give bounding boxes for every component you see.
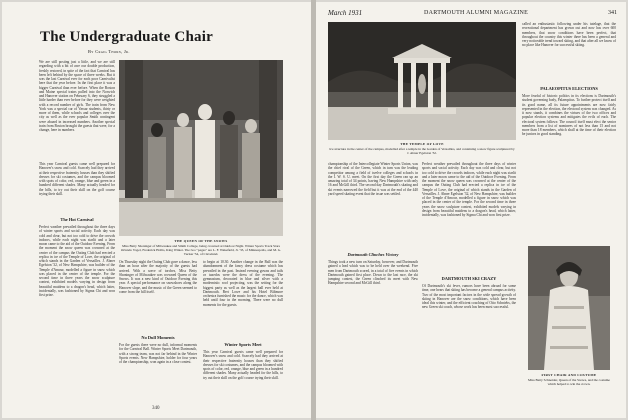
temple-caption-text: Ice structure in the center of the campus, modelled after a temple in the Garden of Versailles, and containing a snow figure sculptured by J. Abner Egelston '32. [329,147,515,155]
article-title: The Undergraduate Chair [40,29,213,45]
heading-no-dull-moments: No Dull Moments [141,335,175,340]
left-col2-text-b: For the guests there were no dull, informal moments for the Carnival Ball. Winter Sports Meet Dartmouth, with a strong team, was not far behind in the Winter Sports events. New Hampshire, holder for four years of the championship, won again in a close contest. [119,343,197,364]
portrait-caption [524,373,614,386]
left-col1-text-c: Perfect weather prevailed throughout the three days of winter sports and social activity. Each day was cold and clear, but not too cold to drive the crowds indoors, while each night was starlit and a later moon came to the aid of the Outdoor Evening. From the moment the snow queen was crowned at the center of the campus the Outing Club had erected a replica in ice of the Temple of Love, the original of which stands in the Garden of Versailles. J. Abner Egelston '32, of New Hampshire, was builder of the Temple d'Amour, modelled a figure in snow which was placed in the center of the temple. For the second time in three years the snow sculpture contest, exhibited models varying in design from beautiful maidens to a dragon's head, which latter, incidentally, was fashioned by Sigma Chi and won first prize. [39,225,115,297]
left-col1-text-b: This year Carnival guests came well prepared for Hanover's snow and cold. Scarcely had they arrived at their respective fraternity houses than they shifted dresses for ski costumes, and the campus bloomed with spots of color, red, orange, blue and green in a hundred different shades. Many actually headed for the hills, to try out their skill on the golf course trying their skill. [39,162,115,196]
heading-palaeopitus: PALAEOPITUS ELECTIONS [540,86,598,91]
left-page-number: 340 [152,406,160,411]
article-byline: By Craig Thorn, Jr. [88,49,130,54]
header-title: DARTMOUTH ALUMNI MAGAZINE [424,10,529,16]
queen-caption-text: Miss Betty Shoninger of Milwaukee and Smith College, being crowned at Outdoor Night. Winter Sports Track Stars Orlando Vogel, Frederick Hollis, King Winter. The two "pages" are L. F. Wakefield, Jr. '33, of Minneapolis, and M. G. Tucker '34, of Cleveland. [120,244,282,256]
right-col3-text-b: More fearful of historic politics in its elections is Dartmouth's student governing body, Palaeopitus. To further protect itself and its good name, all its future appointments are now fairly represented in the election, the electoral system was changed. As it now stands, it combines the virtues of the two offices and popular election systems and mitigates the evils of each. The electoral system follows: The council itself must elect the senior members from a list of nominees of not less than 15 and not more than 18 members, which shall at the time of their election be juniors in good standing. [522,94,616,137]
heading-dartmouth-clinches: Dartmouth Clinches Victory [347,252,399,257]
left-col3-text-b: This year Carnival guests came well prepared for Hanover's snow and cold. Scarcely had they arrived at their respective fraternity houses than they shifted dresses for ski costumes, and the campus bloomed with spots of color, red, orange, blue and green in a hundred different shades. Many actually headed for the hills, to try out their skill on the golf course trying their skill. [203,350,283,380]
right-page [316,2,626,418]
right-col3-text: called an enthusiastic following under his tutelage, that the recreational department has grown out and now has over 600 members, that snow conditions have been perfect, that throughout the country this winter there has been a general and very noticeable trend toward skiing, and that after all we know of no place like Hanover for successful skiing. [522,22,616,48]
portrait-caption-title: FIRST CHAIR AND COSTUME [541,373,597,377]
left-col1-text: We are still posting just a little, and we are still regarding with a bit of awe our double production, freshly restored, in spite of the fact that Carnival has been left behind by the space of three weeks. But it was the last Carnival ever for each poor Carnivalist here that the year before. In the first place it was a bigger Carnival than ever before. When the Boston and Maine special trains pulled into the Norwich and Hanover station on February 6, they struggled a little harder than ever before for they were weighted with a record number of girls. The train from New York was a special car of Vassar students, thirty or more of them, while schools and colleges over the city as well as the ever popular Smith contingent were aboard in increased numbers. Another special train from Boston brought the guests that were, for a change, here in numbers. [39,60,115,132]
heading-ski-crazy: DARTMOUTH SKI CRAZY [441,276,497,281]
heading-winter-sports-meet: Winter Sports Meet [224,342,262,347]
queen-caption-title: THE QUEEN OF THE SNOWS [174,239,228,243]
right-col1-text: championship of the Intercollegiate Winter Sports Union, was the chief rival of the Green, which in turn was the leading competitor among a field of twelve colleges and schools in the I. W. S. U. meet. On the first day the Green ran up an amazing total of 34 points, having New Hampshire with only 16 and McGill third. The second day Dartmouth's skating and ski events narrowed the field but it was at the end of the 440 yard speed skating event that the issue was settled. [328,162,418,196]
queen-photo-caption [119,239,283,256]
left-page [2,2,311,418]
queen-portrait-photo [528,246,610,370]
right-page-number: 341 [608,10,617,16]
temple-of-love-photo [328,22,516,140]
heading-hot-carnival: The Hot Carnival [60,217,94,222]
left-col2-text: On Thursday night the Outing Club gave a dance, less than an hour after the majority of the guests had arrived. With a wave of torches, Miss Betty Shoninger of Milwaukee was crowned Queen of the Snows. It was a new kind of Outdoor Evening this year. A special performance on snowshoes along the Hanover slope, and the music of the Green seemed to come from the hill itself. [119,260,197,294]
header-date: March 1931 [328,9,363,17]
portrait-caption-text: Miss Betty Schneider, Queen of the Snows, and the costume which helped to win the crown. [528,378,610,386]
left-col3-text: to begin at 10.30. Another change in the Ball was the abandonment of the fancy dress costume which has prevailed in the past. Instead evening gowns and tails or tuxedos were the dress of the evening. The gymnasium, decorated in blue and silver with a modernistic roof projecting, was the setting for the biggest party as well as the largest ball ever held at Dartmouth. Bert Lowe and his Hotel Biltmore orchestra furnished the music for the dance, which was held until four in the morning. There were no dull moments for the guests. [203,260,283,307]
temple-caption-title: THE TEMPLE OF LOVE [400,142,444,146]
right-col2-text: Perfect weather prevailed throughout the three days of winter sports and social activity. Each day was cold and clear, but not too cold to drive the crowds indoors, while each night was starlit and a later moon came to the aid of the Outdoor Evening. From the moment the snow queen was crowned at the center of the campus the Outing Club had erected a replica in ice of the Temple of Love, the original of which stands in the Garden of Versailles. J. Abner Egelston '32, of New Hampshire, was builder of the Temple d'Amour, modelled a figure in snow which was placed in the center of the temple. For the second time in three years the snow sculpture contest, exhibited models varying in design from beautiful maidens to a dragon's head, which latter, incidentally, was fashioned by Sigma Chi and won first prize. [422,162,516,217]
queen-of-snows-photo [119,60,283,236]
right-col1-text-b: Things took a new turn on Saturday, however, and Dartmouth gained a lead which was to be held over the weekend. Five men from Dartmouth scored, in a total of five events in which Dartmouth gained first place. Down to the last race, the ski jumping contest, the Green clinched its meet with New Hampshire second and McGill third. [328,260,418,286]
temple-photo-caption [328,142,516,155]
right-col2-text-b: Of Dartmouth's ski fever, rumors have been abroad for some time, one hears that skiing has become a general campus activity. Two of the most important factors in the wide spread growth of skiing in Hanover are the snow conditions, which have been ideal this winter, and the efficient coaching of Otto Schniebs, the new Green ski coach, whose work has been most successful. [422,284,516,310]
